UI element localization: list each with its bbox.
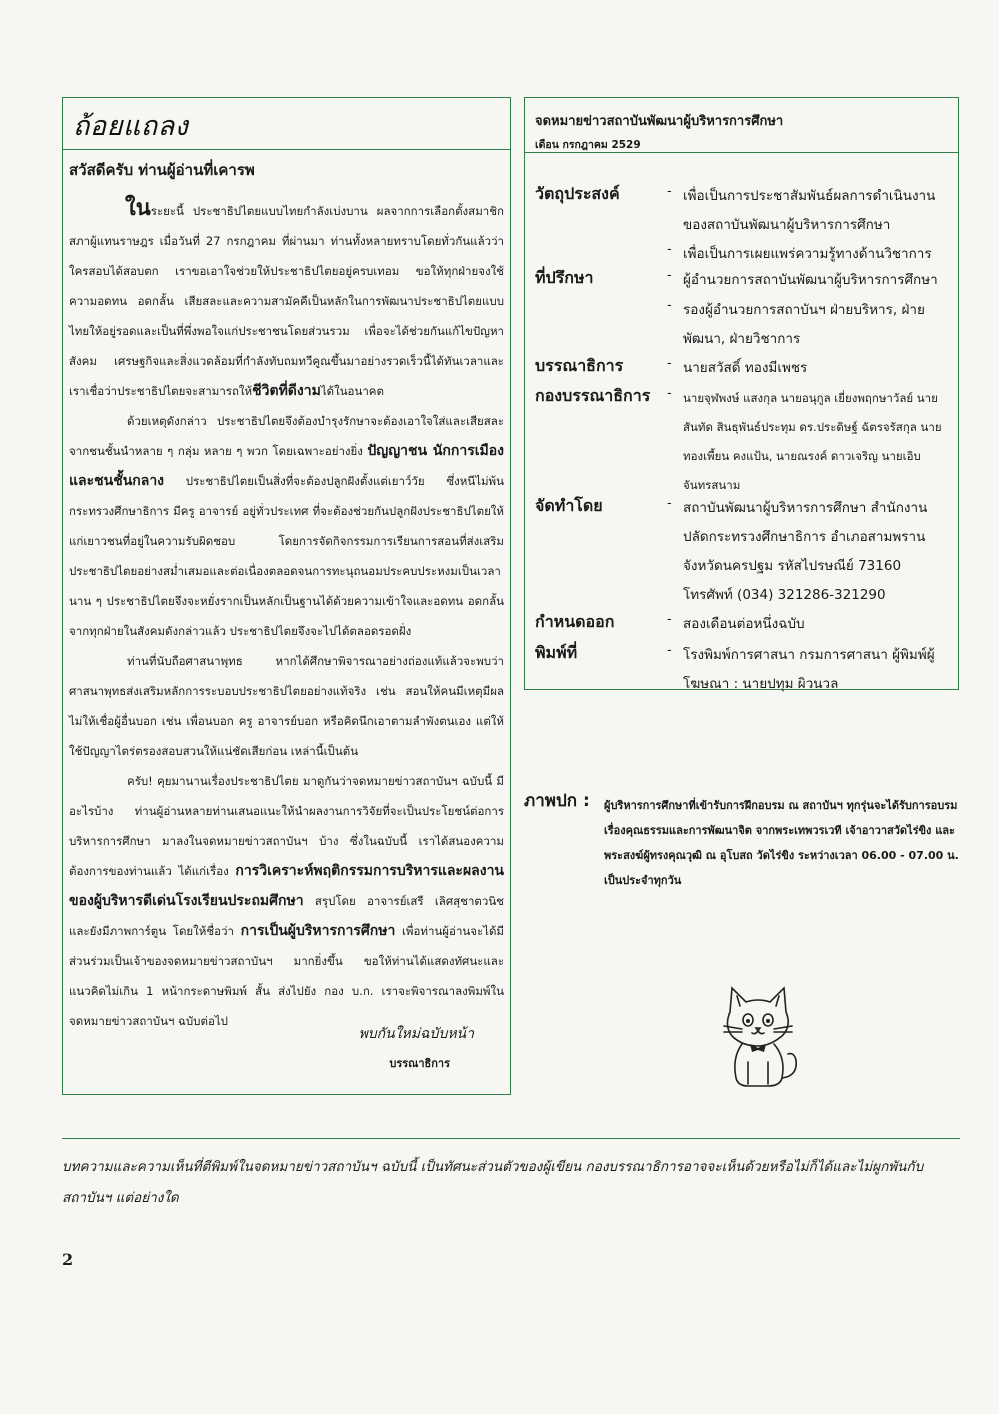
dash: -: [667, 643, 672, 658]
disclaimer: บทความและความเห็นที่ตีพิมพ์ในจดหมายข่าวสถาบันฯ ฉบับนี้ เป็นทัศนะส่วนตัวของผู้เขียน กองบรรณาธิการอาจจะเห็นด้วยหรือไม่ก็ได้และไม่ผูกพันกับสถาบันฯ แต่อย่างใด: [62, 1159, 924, 1206]
dash: -: [667, 612, 672, 627]
row-value: นายจุฬพงษ์ แสงกุล นายอนุกูล เยี่ยงพฤกษาวัลย์ นายสันทัด สินธุพันธ์ประทุม ดร.ประดิษฐ์ ฉัตรจรัสกุล นายทองเพี้ยน คงแป้น, นายณรงค์ ดาวเจริญ นายเอิบ จันทรสนาม: [683, 391, 942, 492]
dash: -: [667, 184, 672, 199]
paragraph-text: ประชาธิปไตยเป็นสิ่งที่จะต้องปลูกฝังตั้งแต่เยาว์วัย ซึ่งหนีไม่พ้นกระทรวงศึกษาธิการ มีครู อาจารย์ อยู่ทั่วประเทศ ที่จะต้องช่วยกันปลูกฝังประชาธิปไตยให้แก่เยาวชนที่อยู่ในความรับผิดชอบ โดยการจัดกิจกรรมการเรียนการสอนที่ส่งเสริมประชาธิปไตยอย่างสม่ำเสมอและต่อเนื่องตลอดจนการทะนุถนอมประคบประหงมเป็นเวลานาน ๆ ประชาธิปไตยจึงจะหยั่งรากเป็นหลักเป็นฐานได้ด้วยความเข้าใจและอดทน อดกลั้น จากทุกฝ่ายในสังคมดังกล่าวแล้ว ประชาธิปไตยจึงจะไปได้ตลอดรอดฝั่ง: [69, 474, 505, 638]
issue-date: เดือน กรกฎาคม 2529: [535, 139, 641, 151]
row-label: พิมพ์ที่: [535, 643, 578, 662]
page-number: 2: [62, 1250, 74, 1269]
row-value: เพื่อเป็นการเผยแพร่ความรู้ทางด้านวิชาการ: [683, 246, 932, 262]
paragraph-2: [69, 406, 504, 646]
cat-illustration: [712, 982, 804, 1090]
row-value: สองเดือนต่อหนึ่งฉบับ: [683, 616, 805, 632]
cover-label: ภาพปก :: [524, 791, 590, 811]
dash: -: [667, 356, 672, 371]
row-label: ที่ปรึกษา: [535, 268, 594, 287]
paragraph-text: ได้ในอนาคต: [320, 384, 384, 398]
paragraph-text: ครับ! คุยมานานเรื่องประชาธิปไตย มาดูกันว่าจดหมายข่าวสถาบันฯ ฉบับนี้ มีอะไรบ้าง ท่านผู้อ่านหลายท่านเสนอแนะให้นำผลงานการวิจัยที่จะเป็นประโยชน์ต่อการบริหารการศึกษา มาลงในจดหมายข่าวสถาบันฯ บ้าง ซึ่งในฉบับนี้ เราได้สนองความต้องการของท่านแล้ว ได้แก่เรื่อง: [69, 774, 504, 878]
editorial-body: [69, 194, 504, 1036]
masthead-title: จดหมายข่าวสถาบันพัฒนาผู้บริหารการศึกษา: [535, 114, 784, 129]
row-value: ผู้อำนวยการสถาบันพัฒนาผู้บริหารการศึกษา: [683, 272, 938, 288]
row-value: เพื่อเป็นการประชาสัมพันธ์ผลการดำเนินงานของสถาบันพัฒนาผู้บริหารการศึกษา: [683, 188, 936, 233]
editorial-greeting: สวัสดีครับ ท่านผู้อ่านที่เคารพ: [69, 161, 255, 179]
row-value: รองผู้อำนวยการสถาบันฯ ฝ่ายบริหาร, ฝ่ายพัฒนา, ฝ่ายวิชาการ: [683, 302, 925, 347]
dash: -: [667, 268, 672, 283]
emphasis: การวิเคราะห์พฤติกรรมการบริหารและผลงานของผู้บริหารดีเด่นโรงเรียนประถมศึกษา: [69, 863, 505, 909]
cover-text: ผู้บริหารการศึกษาที่เข้ารับการฝึกอบรม ณ สถาบันฯ ทุกรุ่นจะได้รับการอบรมเรื่องคุณธรรมและการพัฒนาจิต จากพระเทพวรเวที เจ้าอาวาสวัดไร่ขิง และพระสงฆ์ผู้ทรงคุณวุฒิ ณ อุโบสถ วัดไร่ขิง ระหว่างเวลา 06.00 - 07.00 น. เป็นประจำทุกวัน: [604, 799, 959, 887]
editorial-title: ถ้อยแถลง: [73, 111, 189, 142]
dash: -: [667, 386, 672, 401]
dash: -: [667, 298, 672, 313]
dash: -: [667, 496, 672, 511]
paragraph-4: [69, 766, 504, 1036]
paragraph-text: เพื่อท่านผู้อ่านจะได้มีส่วนร่วมเป็นเจ้าของจดหมายข่าวสถาบันฯ มากยิ่งขึ้น ขอให้ท่านได้แสดงทัศนะและแนวคิดไม่เกิน 1 หน้ากระดาษพิมพ์ สั้น ส่งไปยัง กอง บ.ก. เราจะพิจารณาลงพิมพ์ในจดหมายข่าวสถาบันฯ ฉบับต่อไป: [69, 924, 505, 1028]
row-label: กองบรรณาธิการ: [535, 386, 651, 405]
row-value: สถาบันพัฒนาผู้บริหารการศึกษา สำนักงานปลัดกระทรวงศึกษาธิการ อำเภอสามพราน จังหวัดนครปฐม รหัสไปรษณีย์ 73160 โทรศัพท์ (034) 321286-321290: [683, 500, 928, 603]
row-label: กำหนดออก: [535, 612, 615, 631]
masthead-box: [524, 97, 959, 690]
paragraph-text: ระยะนี้ ประชาธิปไตยแบบไทยกำลังเบ่งบาน ผลจากการเลือกตั้งสมาชิกสภาผู้แทนราษฎร เมื่อวันที่ 27 กรกฎาคม ที่ผ่านมา ท่านทั้งหลายทราบโดยทั่วกันแล้วว่าใครสอบได้สอบตก เราขอเอาใจช่วยให้ประชาธิปไตยอยู่ครบเทอม ขอให้ทุกฝ่ายจงใช้ความอดทน อดกลั้น เสียสละและความสามัคคีเป็นหลักในการพัฒนาประชาธิปไตยแบบไทยให้อยู่รอดและเป็นที่พึ่งพอใจแก่ประชาชนโดยส่วนรวม เพื่อจะได้ช่วยกันแก้ไขปัญหาสังคม เศรษฐกิจและสิ่งแวดล้อมที่กำลังทับถมทวีคูณขึ้นมาอย่างรวดเร็วนี้ได้ทันเวลาและเราเชื่อว่าประชาธิปไตยจะสามารถให้: [69, 204, 504, 398]
editorial-box: [62, 97, 511, 1095]
paragraph-3: ท่านที่นับถือศาสนาพุทธ หากได้ศึกษาพิจารณาอย่างถ่องแท้แล้วจะพบว่าศาสนาพุทธส่งเสริมหลักการระบอบประชาธิปไตยอย่างแท้จริง เช่น สอนให้คนมีเหตุมีผล ไม่ให้เชื่อผู้อื่นบอก เช่น เพื่อนบอก ครู อาจารย์บอก หรือคิดนึกเอาตามลำพังตนเอง แต่ให้ใช้ปัญญาไตร่ตรองสอบสวนให้แน่ชัดเสียก่อน เหล่านี้เป็นต้น: [69, 654, 504, 758]
row-value: โรงพิมพ์การศาสนา กรมการศาสนา ผู้พิมพ์ผู้โฆษณา : นายปทุม ผิวนวล: [683, 647, 935, 692]
row-value: นายสวัสดิ์ ทองมีเพชร: [683, 360, 808, 376]
title-divider: [63, 149, 510, 150]
row-label: จัดทำโดย: [535, 496, 603, 515]
masthead-header: [525, 98, 958, 153]
emphasis: ชีวิตที่ดีงาม: [252, 383, 321, 399]
paragraph-text: ด้วยเหตุดังกล่าว ประชาธิปไตยจึงต้องบำรุงรักษาจะต้องเอาใจใส่และเสียสละจากชนชั้นนำหลาย ๆ กลุ่ม หลาย ๆ พวก โดยเฉพาะอย่างยิ่ง: [69, 414, 504, 458]
footer-divider: [62, 1138, 960, 1139]
emphasis: การเป็นผู้บริหารการศึกษา: [240, 923, 396, 939]
dropcap: ใน: [125, 196, 151, 221]
dash: -: [667, 242, 672, 257]
signoff: พบกันใหม่ฉบับหน้า: [358, 1026, 474, 1042]
row-label: วัตถุประสงค์: [535, 184, 620, 203]
paragraph-text: สรุปโดย อาจารย์เสรี เลิศสุชาตวนิช และยังมีภาพการ์ตูน โดยให้ชื่อว่า: [69, 894, 504, 938]
signer: บรรณาธิการ: [389, 1057, 450, 1070]
paragraph-1: [69, 194, 504, 406]
row-label: บรรณาธิการ: [535, 356, 624, 375]
emphasis: ปัญญาชน นักการเมือง และชนชั้นกลาง: [69, 443, 504, 489]
